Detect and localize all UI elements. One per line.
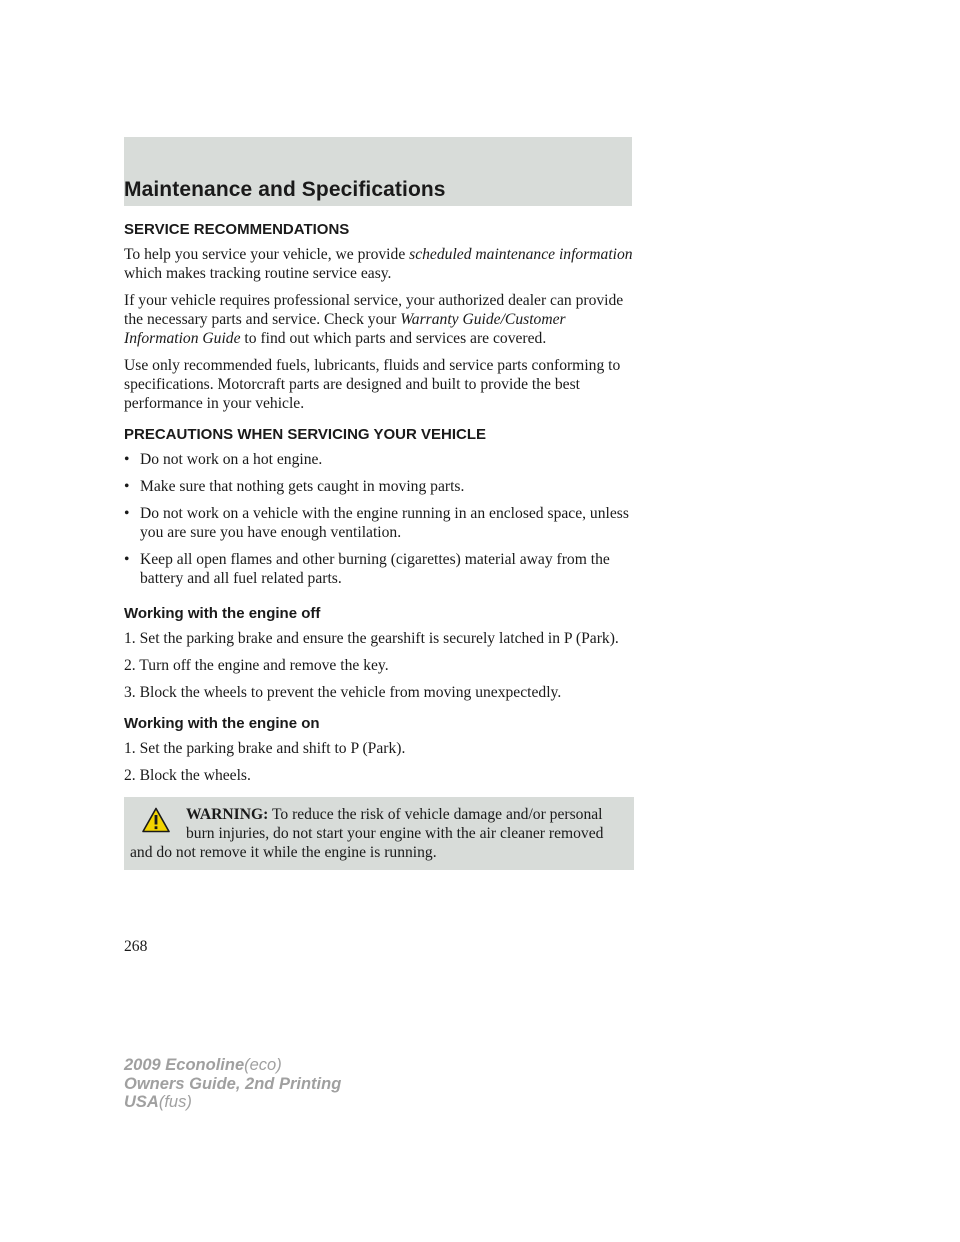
engine-off-step: 1. Set the parking brake and ensure the gearshift is securely latched in P (Park). (124, 630, 619, 647)
warning-label: WARNING: (186, 806, 269, 823)
footer-model-code: (eco) (244, 1056, 282, 1074)
section-heading-engine-off: Working with the engine off (124, 605, 321, 622)
engine-off-step: 3. Block the wheels to prevent the vehicle from moving unexpectedly. (124, 684, 562, 701)
bullet-icon: • (124, 451, 130, 468)
engine-off-step: 2. Turn off the engine and remove the key. (124, 657, 389, 674)
section-heading-precautions: PRECAUTIONS WHEN SERVICING YOUR VEHICLE (124, 426, 486, 443)
bullet-icon: • (124, 505, 130, 522)
page-title: Maintenance and Specifications (124, 178, 446, 201)
footer-model: 2009 Econoline (124, 1056, 245, 1074)
paragraph-professional-service: If your vehicle requires professional service, your authorized dealer can provide the necessary parts and service. Check your Warranty Guide/Customer Information Guide to find out which parts and services are covered. (124, 292, 624, 347)
list-item: • Do not work on a vehicle with the engine running in an enclosed space, unless you are sure you have enough ventilation. (124, 505, 629, 541)
list-item: • Do not work on a hot engine. (124, 451, 323, 468)
list-item: • Make sure that nothing gets caught in moving parts. (124, 478, 465, 495)
section-heading-service-recommendations: SERVICE RECOMMENDATIONS (124, 221, 350, 238)
bullet-icon: • (124, 478, 130, 495)
precautions-list (124, 450, 634, 588)
engine-on-step: 1. Set the parking brake and shift to P (Park). (124, 740, 406, 757)
footer-market-code: (fus) (158, 1093, 192, 1111)
paragraph-recommended-parts: Use only recommended fuels, lubricants, fluids and service parts conforming to specifications. Motorcraft parts are designed and built to provide the best performance in your vehicle. (124, 357, 621, 412)
engine-on-step: 2. Block the wheels. (124, 767, 251, 784)
link-scheduled-maintenance: scheduled maintenance information (409, 246, 633, 263)
warranty-guide-reference: Warranty Guide/Customer Information Guide (124, 311, 566, 347)
document-footer (124, 1056, 341, 1112)
footer-market: USA (124, 1093, 159, 1111)
paragraph-intro: To help you service your vehicle, we provide scheduled maintenance information which makes tracking routine service easy. (124, 246, 633, 282)
page-number: 268 (124, 938, 148, 955)
list-item: • Keep all open flames and other burning (cigarettes) material away from the battery and all fuel related parts. (124, 551, 610, 587)
bullet-icon: • (124, 551, 130, 568)
footer-guide: Owners Guide, 2nd Printing (124, 1074, 342, 1093)
warning-triangle-icon (142, 807, 170, 833)
warning-text: To reduce the risk of vehicle damage and/or personal burn injuries, do not start your engine with the air cleaner removed and do not remove it while the engine is running. (130, 806, 604, 861)
section-heading-engine-on: Working with the engine on (124, 715, 320, 732)
warning-box (124, 797, 634, 870)
page-content (124, 220, 634, 870)
